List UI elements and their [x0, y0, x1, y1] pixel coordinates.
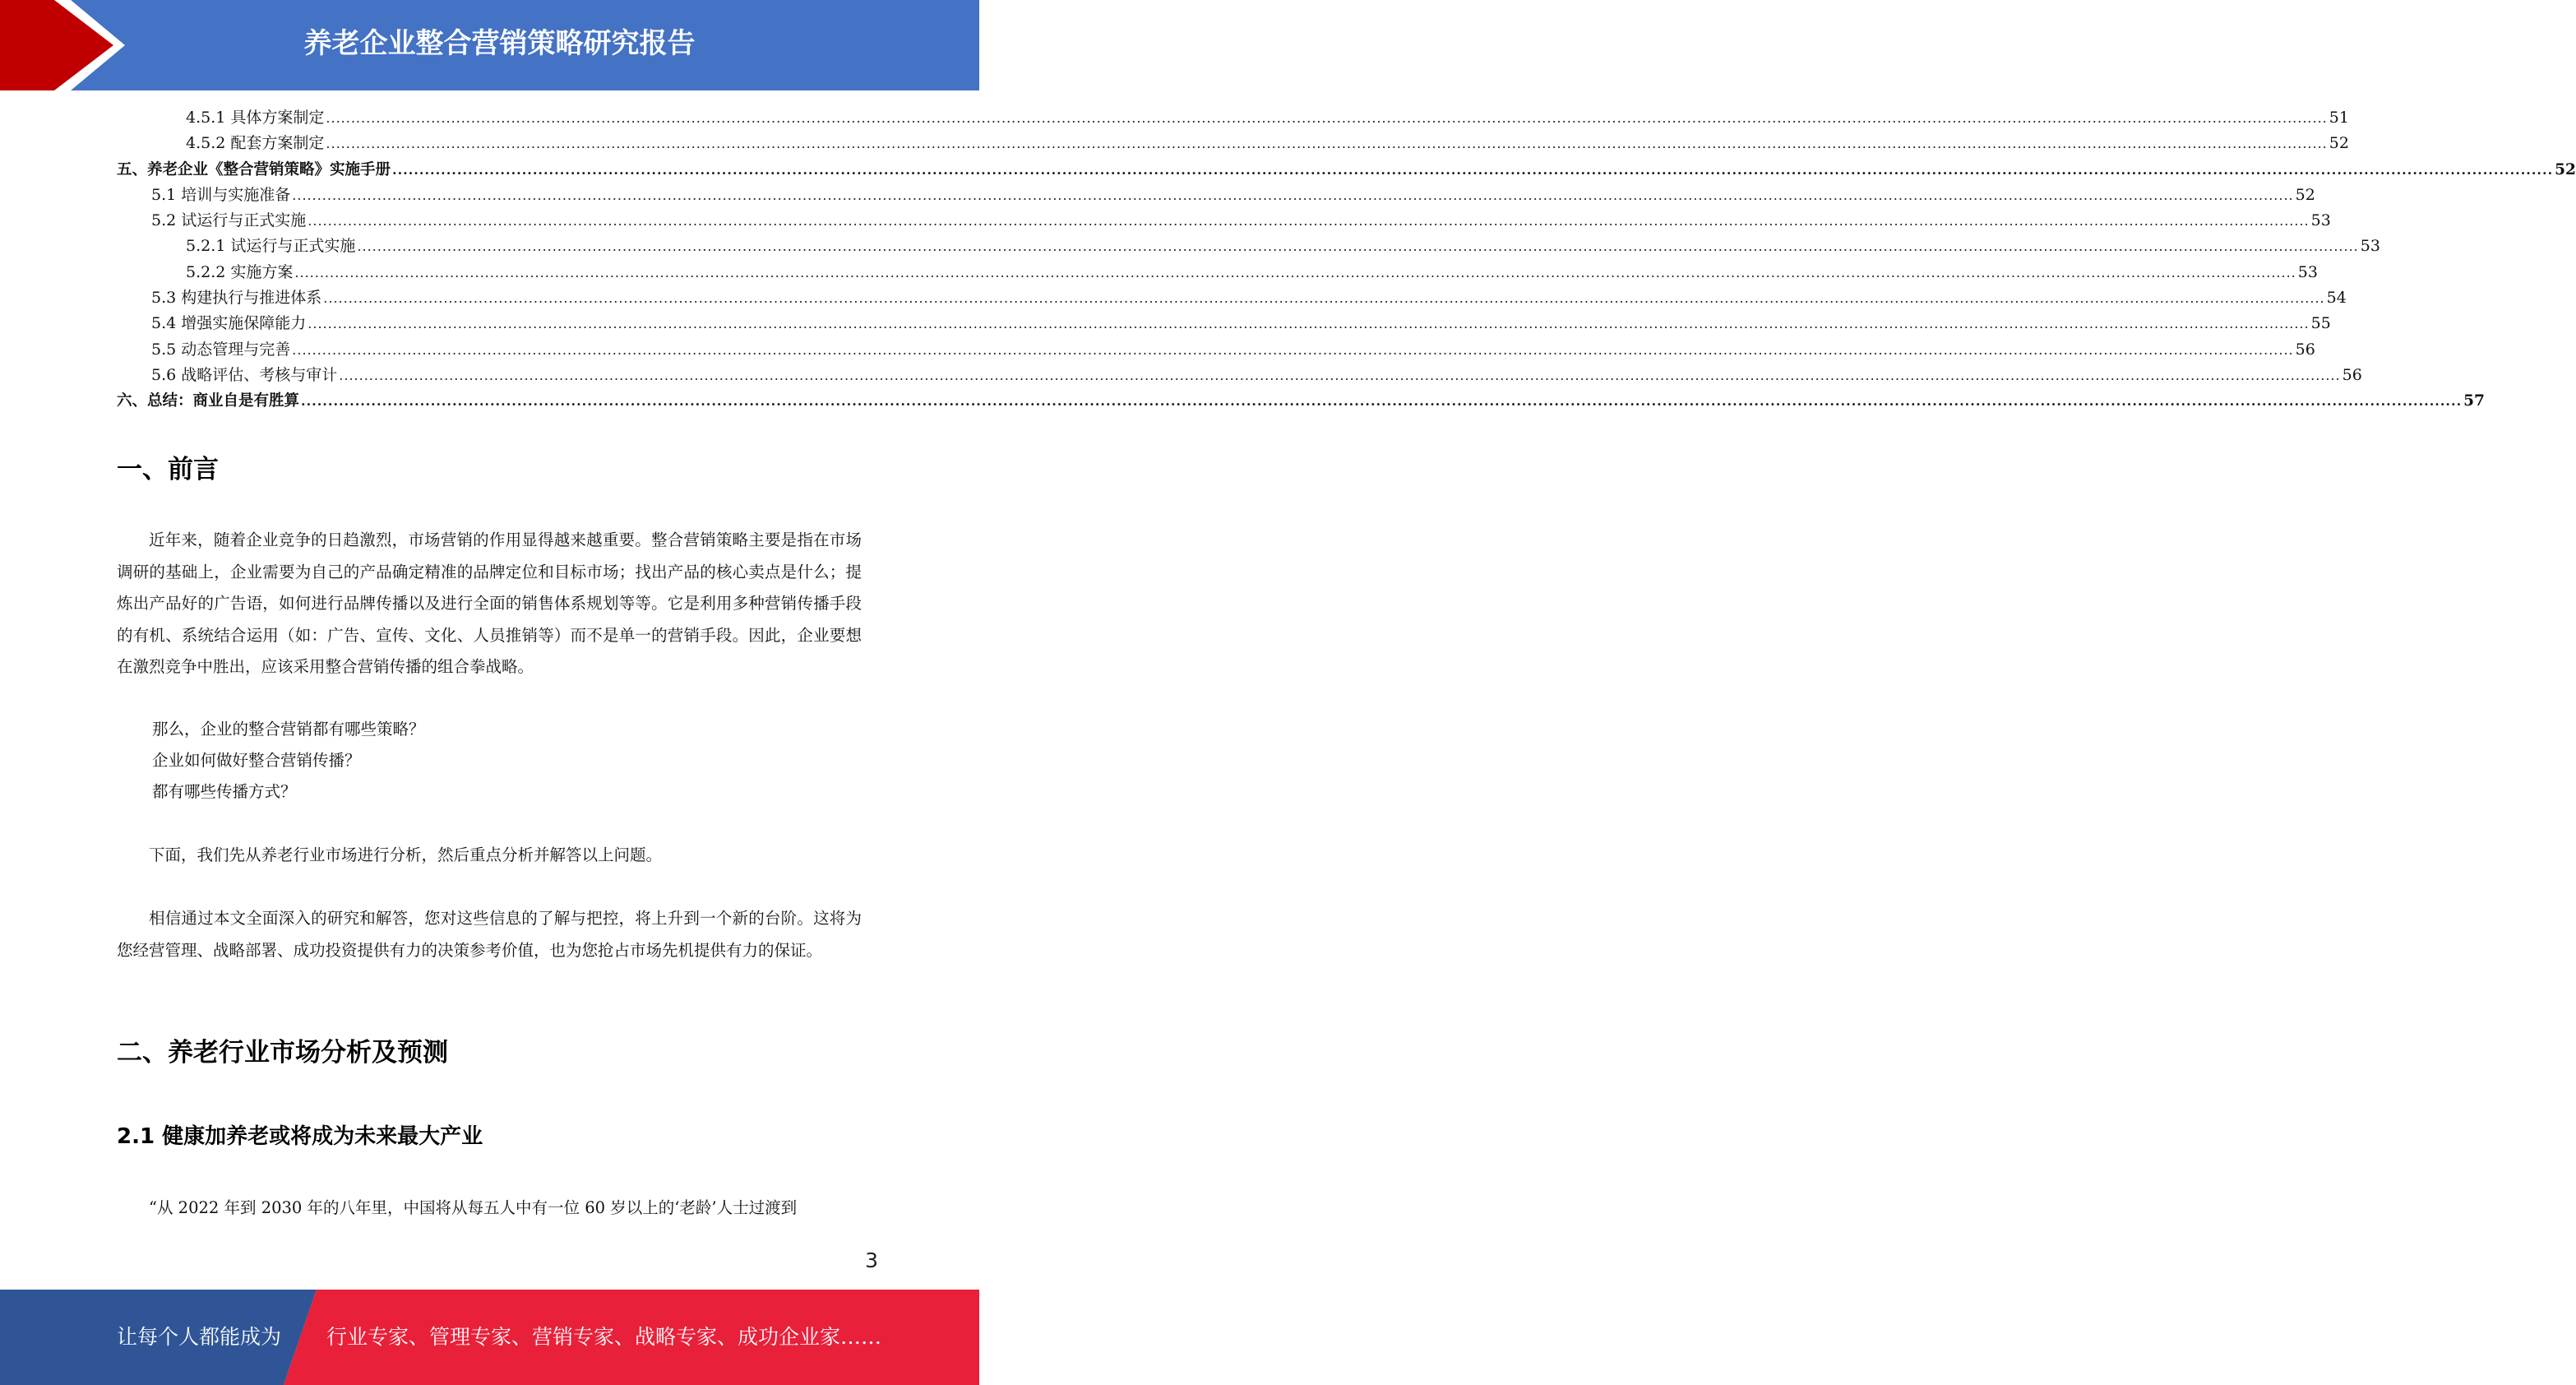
toc-entry[interactable] — [117, 131, 2349, 156]
toc-entry-page: 54 — [2326, 289, 2347, 308]
toc-leader-dots: ................................................................................................................................................................................................................................................................................................................................................................................................................ — [292, 341, 2294, 358]
toc-leader-dots: ................................................................................................................................................................................................................................................................................................................................................................................................................ — [292, 187, 2294, 203]
toc-entry-page: 52 — [2295, 185, 2315, 204]
toc-entry-label: 五、养老企业《整合营销策略》实施手册 — [117, 160, 391, 178]
preface-paragraph-3: 相信通过本文全面深入的研究和解答，您对这些信息的了解与把控，将上升到一个新的台阶。这将为您经营管理、战略部署、成功投资提供有力的决策参考价值，也为您抢占市场先机提供有力的保证。 — [117, 909, 862, 960]
preface-paragraph-1: 近年来，随着企业竞争的日趋激烈，市场营销的作用显得越来越重要。整合营销策略主要是指在市场调研的基础上，企业需要为自己的产品确定精准的品牌定位和目标市场；找出产品的核心卖点是什么；提炼出产品好的广告语，如何进行品牌传播以及进行全面的销售体系规划等等。它是利用多种营销传播手段的有机、系统结合运用（如：广告、宣传、文化、人员推销等）而不是单一的营销手段。因此，企业要想在激烈竞争中胜出，应该采用整合营销传播的组合拳战略。 — [117, 530, 862, 676]
toc-entry-label: 5.4 增强实施保障能力 — [151, 314, 307, 333]
toc-entry-page: 53 — [2297, 262, 2318, 281]
subsection-2-1-paragraph: “从 2022 年到 2030 年的八年里，中国将从每五人中有一位 60 岁以上的‘老龄’人士过渡到 — [149, 1198, 798, 1217]
toc-entry-page: 53 — [2360, 237, 2380, 256]
page-number: 3 — [865, 1248, 878, 1272]
toc-entry[interactable] — [117, 234, 2380, 259]
toc-entry[interactable] — [117, 363, 2362, 388]
toc-entry-page: 56 — [2342, 365, 2362, 384]
subsection-heading-2-1: 2.1 健康加养老或将成为未来最大产业 — [117, 1124, 483, 1149]
toc-entry-label: 六、总结：商业自是有胜算 — [117, 392, 300, 410]
toc-entry-label: 5.2 试运行与正式实施 — [151, 211, 307, 230]
footer-slogan-right: 行业专家、管理专家、营销专家、战略专家、成功企业家…… — [326, 1325, 882, 1349]
question-line-1: 那么，企业的整合营销都有哪些策略？ — [152, 720, 425, 739]
toc-leader-dots: ................................................................................................................................................................................................................................................................................................................................................................................................................ — [326, 136, 2328, 152]
toc-leader-dots: ................................................................................................................................................................................................................................................................................................................................................................................................................ — [326, 110, 2328, 126]
section-heading-preface: 一、前言 — [117, 455, 219, 484]
toc-entry[interactable] — [117, 183, 2315, 208]
toc-entry-label: 5.2.2 实施方案 — [186, 262, 294, 281]
toc-entry-page: 53 — [2310, 211, 2331, 230]
toc-leader-dots: ................................................................................................................................................................................................................................................................................................................................................................................................................ — [301, 393, 2463, 410]
preface-paragraph-2: 下面，我们先从养老行业市场进行分析，然后重点分析并解答以上问题。 — [149, 845, 663, 864]
toc-leader-dots: ................................................................................................................................................................................................................................................................................................................................................................................................................ — [294, 264, 2296, 280]
header-banner — [0, 0, 979, 90]
toc-entry-page: 56 — [2295, 340, 2315, 359]
toc-entry[interactable] — [117, 157, 2576, 183]
footer-slogan-left: 让每个人都能成为 — [117, 1325, 282, 1349]
question-line-3: 都有哪些传播方式？ — [152, 782, 297, 801]
toc-entry-label: 5.3 构建执行与推进体系 — [151, 289, 322, 308]
toc-leader-dots: ................................................................................................................................................................................................................................................................................................................................................................................................................ — [392, 161, 2554, 178]
toc-leader-dots: ................................................................................................................................................................................................................................................................................................................................................................................................................ — [339, 367, 2341, 383]
toc-entry[interactable] — [117, 285, 2347, 311]
toc-entry-label: 4.5.1 具体方案制定 — [186, 109, 325, 127]
toc-entry[interactable] — [117, 208, 2331, 234]
toc-entry-page: 52 — [2329, 134, 2349, 153]
toc-leader-dots: ................................................................................................................................................................................................................................................................................................................................................................................................................ — [308, 316, 2310, 332]
toc-entry[interactable] — [117, 337, 2315, 363]
toc-entry-page: 57 — [2463, 392, 2485, 410]
toc-entry[interactable] — [117, 260, 2318, 285]
section-heading-market-analysis: 二、养老行业市场分析及预测 — [117, 1038, 448, 1068]
question-line-2: 企业如何做好整合营销传播？ — [152, 751, 361, 770]
toc-entry-page: 55 — [2310, 314, 2331, 333]
toc-entry-page: 51 — [2329, 109, 2349, 127]
toc-entry-page: 52 — [2555, 160, 2576, 178]
toc-leader-dots: ................................................................................................................................................................................................................................................................................................................................................................................................................ — [308, 213, 2310, 229]
toc-entry-label: 5.6 战略评估、考核与审计 — [151, 365, 338, 384]
toc-entry[interactable] — [117, 311, 2331, 336]
footer-banner — [0, 1290, 979, 1385]
toc-leader-dots: ................................................................................................................................................................................................................................................................................................................................................................................................................ — [357, 239, 2359, 255]
toc-entry-label: 4.5.2 配套方案制定 — [186, 134, 325, 153]
toc-entry-label: 5.2.1 试运行与正式实施 — [186, 237, 356, 256]
table-of-contents — [117, 105, 2576, 415]
toc-entry[interactable] — [117, 388, 2485, 414]
toc-entry-label: 5.1 培训与实施准备 — [151, 185, 291, 204]
header-title: 养老企业整合营销策略研究报告 — [303, 27, 696, 60]
toc-entry-label: 5.5 动态管理与完善 — [151, 340, 291, 359]
toc-leader-dots: ................................................................................................................................................................................................................................................................................................................................................................................................................ — [323, 290, 2325, 307]
toc-entry[interactable] — [117, 105, 2349, 131]
